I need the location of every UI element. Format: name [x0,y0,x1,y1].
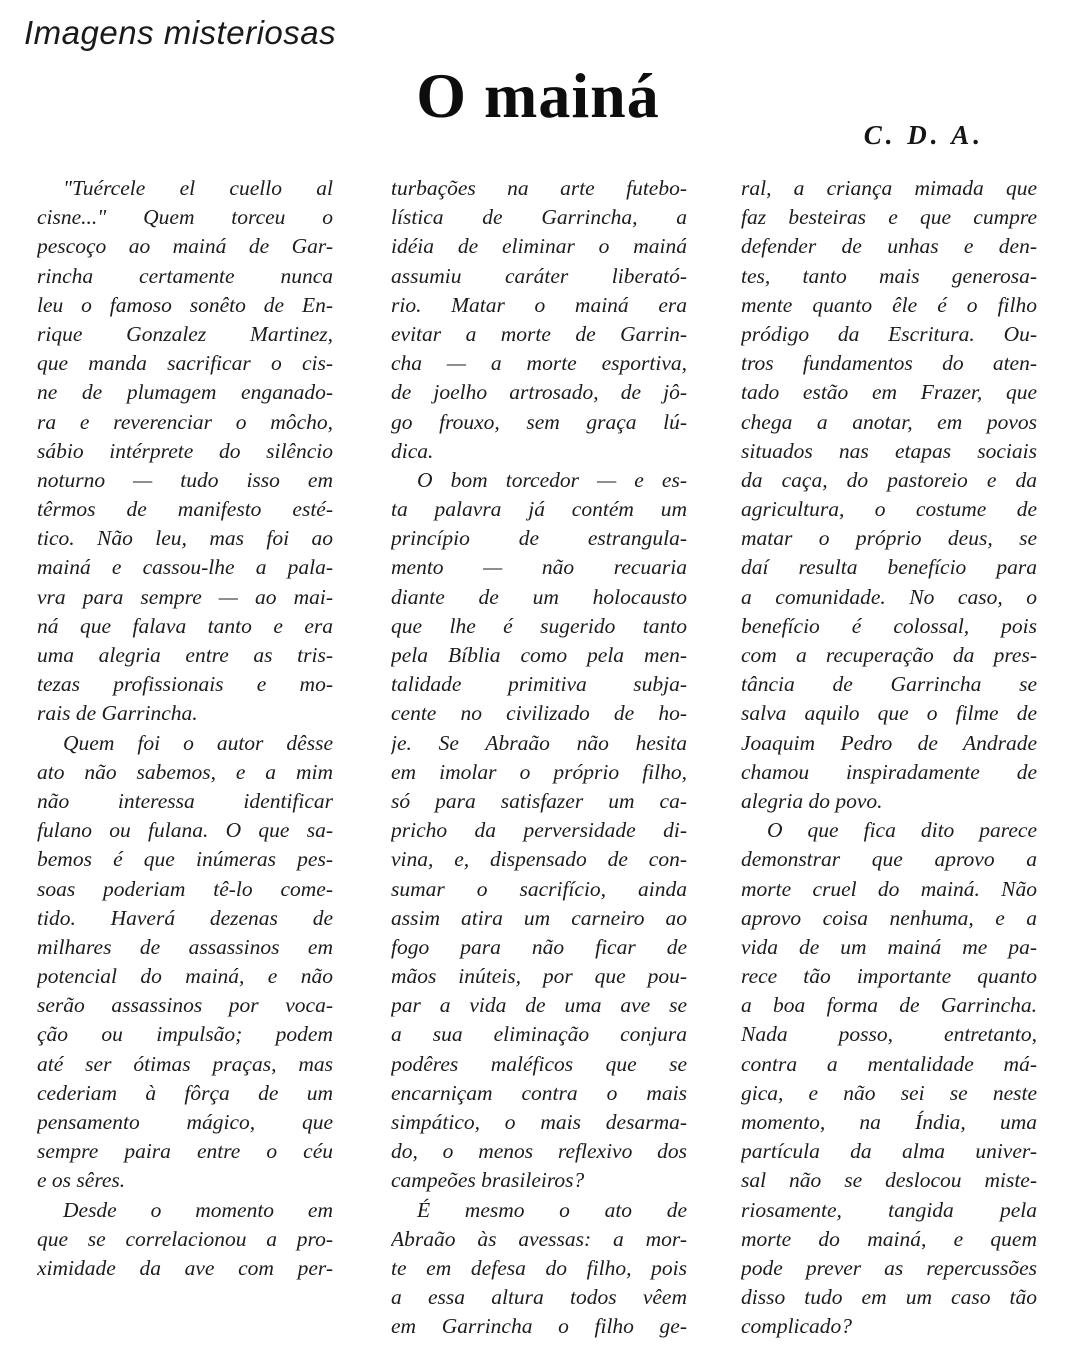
text-line: te em defesa do filho, pois [391,1255,687,1280]
text-line: assumiu caráter liberató- [391,263,687,288]
text-line: leu o famoso sonêto de En- [37,292,333,317]
text-line: tado estão em Frazer, que [741,380,1037,405]
text-line: rece tão importante quanto [741,964,1037,989]
text-line: benefício é colossal, pois [741,613,1037,638]
text-line: vida de um mainá me pa- [741,934,1037,959]
text-line: ne de plumagem enganado- [37,380,333,405]
article-column-1 [37,174,333,1283]
text-line: em Garrincha o filho ge- [391,1314,687,1339]
text-line: a sua eliminação conjura [391,1022,687,1047]
text-line: chamou inspiradamente de [741,759,1037,784]
text-line: evitar a morte de Garrin- [391,321,687,346]
text-line: assim atira um carneiro ao [391,905,687,930]
text-line: pescoço ao mainá de Gar- [37,234,333,259]
text-line: morte do mainá, e quem [741,1226,1037,1251]
text-line: potencial do mainá, e não [37,964,333,989]
text-line: Quem foi o autor dêsse [63,730,333,755]
text-line: momento, na Índia, uma [741,1110,1037,1134]
text-line: noturno — tudo isso em [37,467,333,492]
text-line: je. Se Abraão não hesita [391,730,687,755]
text-line: que lhe é sugerido tanto [391,613,687,638]
text-line: diante de um holocausto [391,584,687,609]
text-line: cha — a morte esportiva, [391,351,687,376]
text-line: só para satisfazer um ca- [391,788,687,813]
text-line: rio. Matar o mainá era [391,292,687,317]
text-line: da caça, do pastoreio e da [741,467,1037,492]
text-line: tância de Garrincha se [741,672,1037,697]
text-line: cente no civilizado de ho- [391,701,687,726]
text-line: bemos é que inúmeras pes- [37,847,333,872]
text-line: e os sêres. [37,1168,126,1193]
text-line: O que fica dito parece [767,818,1037,843]
text-line: a boa forma de Garrincha. [741,993,1037,1018]
text-line: chega a anotar, em povos [741,409,1037,434]
text-line: rais de Garrincha. [37,701,198,726]
section-kicker: Imagens misteriosas [24,14,337,51]
text-line: ra e reverenciar o môcho, [37,409,333,434]
text-line: pode prever as repercussões [741,1255,1037,1280]
text-line: turbações na arte futebo- [391,176,687,200]
text-line: vina, e, dispensado de con- [391,847,687,872]
text-line: contra a mentalidade má- [741,1051,1037,1076]
text-line: ção ou impulsão; podem [37,1022,333,1047]
text-line: vra para sempre — ao mai- [37,584,333,609]
text-line: go frouxo, sem graça lú- [391,409,687,434]
text-line: situados nas etapas sociais [741,438,1037,463]
headline: O mainá [416,60,660,131]
text-line: princípio de estrangula- [391,526,687,551]
text-line: tido. Haverá dezenas de [37,905,333,930]
text-line: pela Bíblia como pela men- [391,643,687,667]
text-line: tros fundamentos do aten- [741,351,1037,376]
text-line: a essa altura todos vêem [391,1285,687,1310]
text-line: ximidade da ave com per- [37,1255,333,1280]
text-line: que manda sacrificar o cis- [37,351,333,376]
text-line: sumar o sacrifício, ainda [391,876,687,901]
text-line: Desde o momento em [63,1197,333,1222]
text-line: ato não sabemos, e a mim [37,759,333,784]
text-line: Joaquim Pedro de Andrade [741,730,1037,755]
text-line: O bom torcedor — e es- [417,467,687,492]
text-line: de joelho artrosado, de jô- [391,380,687,405]
text-line: gica, e não sei se neste [741,1080,1037,1105]
text-line: partícula da alma univer- [741,1139,1037,1164]
text-line: É mesmo o ato de [417,1197,687,1222]
text-line: até ser ótimas praças, mas [37,1051,333,1076]
text-line: têrmos de manifesto esté- [37,497,333,522]
text-line: complicado? [741,1314,853,1339]
text-line: dica. [391,438,434,463]
text-line: ta palavra já contém um [391,497,687,522]
text-line: campeões brasileiros? [391,1168,585,1193]
text-line: par a vida de uma ave se [391,993,687,1018]
text-line: mente quanto êle é o filho [741,292,1037,317]
text-line: fogo para não ficar de [391,934,687,959]
text-line: salva aquilo que o filme de [741,701,1037,726]
text-line: rique Gonzalez Martinez, [37,321,333,346]
text-line: morte cruel do mainá. Não [741,876,1037,901]
text-line: alegria do povo. [741,788,883,813]
text-line: mento — não recuaria [391,555,687,580]
text-line: pródigo da Escritura. Ou- [741,321,1037,346]
text-line: cisne..." Quem torceu o [37,205,333,230]
article-column-2 [391,174,687,1342]
text-line: sal não se deslocou miste- [741,1168,1037,1193]
text-line: tico. Não leu, mas foi ao [37,526,333,551]
text-line: tezas profissionais e mo- [37,672,333,697]
text-line: Abraão às avessas: a mor- [391,1226,687,1251]
text-line: daí resulta benefício para [741,555,1037,580]
text-line: ná que falava tanto e era [37,613,333,638]
text-line: tes, tanto mais generosa- [741,263,1037,288]
text-line: não interessa identificar [37,788,333,813]
text-line: fulano ou fulana. O que sa- [37,818,333,843]
text-line: pensamento mágico, que [37,1110,333,1134]
text-line: uma alegria entre as tris- [37,643,333,667]
text-line: idéia de eliminar o mainá [391,234,687,259]
text-line: com a recuperação da pres- [741,643,1037,667]
text-line: matar o próprio deus, se [741,526,1037,551]
text-line: riosamente, tangida pela [741,1197,1037,1222]
text-line: lística de Garrincha, a [391,205,687,230]
text-line: soas poderiam tê-lo come- [37,876,333,901]
text-line: pricho da perversidade di- [391,818,687,843]
text-line: aprovo coisa nenhuma, e a [741,905,1037,930]
text-line: cederiam à fôrça de um [37,1080,333,1105]
text-line: do, o menos reflexivo dos [391,1139,687,1164]
author-byline: C. D. A. [863,120,984,150]
text-line: Nada posso, entretanto, [741,1022,1037,1047]
article-column-3 [741,174,1037,1342]
text-line: faz besteiras e que cumpre [741,205,1037,230]
text-line: simpático, o mais desarma- [391,1110,687,1134]
text-line: mãos inúteis, por que pou- [391,964,687,989]
text-line: rincha certamente nunca [37,263,333,288]
text-line: que se correlacionou a pro- [37,1226,333,1251]
text-line: talidade primitiva subja- [391,672,687,697]
text-line: encarniçam contra o mais [391,1080,687,1105]
text-line: em imolar o próprio filho, [391,759,687,784]
text-line: "Tuércele el cuello al [63,176,333,200]
text-line: ral, a criança mimada que [741,176,1037,200]
text-line: a comunidade. No caso, o [741,584,1037,609]
text-line: sempre paira entre o céu [37,1139,333,1164]
text-line: disso tudo em um caso tão [741,1285,1037,1310]
text-line: podêres maléficos que se [391,1051,687,1076]
text-line: sábio intérprete do silêncio [37,438,333,463]
text-line: serão assassinos por voca- [37,993,333,1018]
text-line: defender de unhas e den- [741,234,1037,259]
text-line: mainá e cassou-lhe a pala- [37,555,333,580]
text-line: agricultura, o costume de [741,497,1037,522]
text-line: milhares de assassinos em [37,934,333,959]
text-line: demonstrar que aprovo a [741,847,1037,872]
